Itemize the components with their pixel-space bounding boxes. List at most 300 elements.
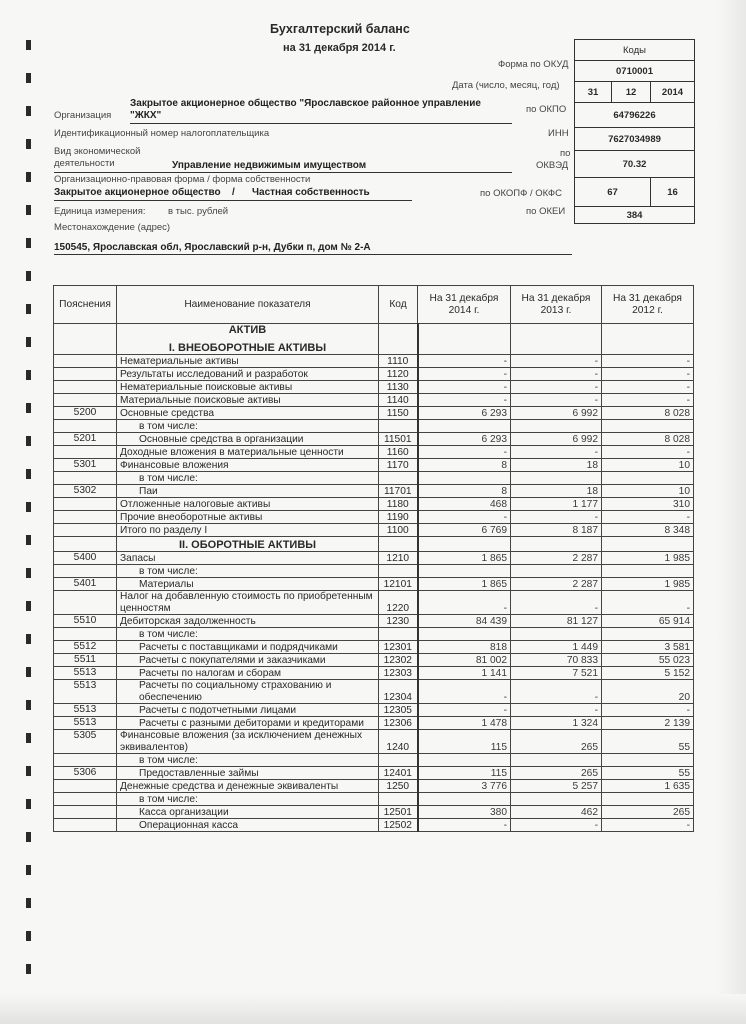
column-header-indicator: Наименование показателя (117, 286, 379, 324)
table-row (54, 793, 694, 806)
row-code: 1180 (379, 498, 418, 511)
binder-hole (26, 502, 31, 512)
row-value-2012: 265 (602, 806, 694, 819)
table-row (54, 591, 694, 615)
binder-hole (26, 238, 31, 248)
address-label: Местонахождение (адрес) (54, 222, 171, 233)
table-row (54, 767, 694, 780)
row-note (54, 511, 117, 524)
row-value-2014: 6 293 (418, 433, 511, 446)
okved-label-2: ОКВЭД (536, 160, 569, 171)
okei-label: по ОКЕИ (526, 206, 566, 217)
okud-value: 0710001 (575, 61, 695, 82)
row-indicator-name: Паи (117, 485, 379, 498)
page-bottom-shadow (0, 994, 746, 1024)
row-indicator-name: Операционная касса (117, 819, 379, 832)
row-value-2014: - (418, 819, 511, 832)
row-indicator-name: Налог на добавленную стоимость по приобретенным ценностям (117, 591, 379, 615)
row-note: 5513 (54, 717, 117, 730)
table-row (54, 641, 694, 654)
section-aktiv-title: АКТИВ (117, 324, 379, 339)
table-row (54, 394, 694, 407)
table-row (54, 433, 694, 446)
table-row (54, 628, 694, 641)
row-note (54, 446, 117, 459)
row-code: 1110 (379, 355, 418, 368)
unit-label: Единица измерения: (54, 206, 146, 217)
row-code: 12303 (379, 667, 418, 680)
row-code: 11701 (379, 485, 418, 498)
row-note (54, 806, 117, 819)
okopf-value: 67 (575, 178, 651, 207)
row-note (54, 565, 117, 578)
table-row (54, 381, 694, 394)
row-note: 5513 (54, 667, 117, 680)
binder-hole (26, 40, 31, 50)
balance-table (53, 285, 694, 832)
legal-form-value: Закрытое акционерное общество (54, 187, 221, 198)
org-label: Организация (54, 110, 112, 121)
row-value-2014: 6 769 (418, 524, 511, 537)
row-indicator-name: Основные средства в организации (117, 433, 379, 446)
row-indicator-name: Финансовые вложения (за исключением денежных эквивалентов) (117, 730, 379, 754)
row-note (54, 793, 117, 806)
row-value-2014: - (418, 704, 511, 717)
row-indicator-name: Расчеты с поставщиками и подрядчиками (117, 641, 379, 654)
row-note: 5306 (54, 767, 117, 780)
row-value-2012 (602, 472, 694, 485)
row-code: 1190 (379, 511, 418, 524)
inn-label: Идентификационный номер налогоплательщика (54, 128, 270, 139)
row-value-2013: - (511, 368, 602, 381)
binder-hole (26, 139, 31, 149)
section-row-cell (379, 537, 418, 552)
row-value-2013: 1 449 (511, 641, 602, 654)
row-value-2014: 81 002 (418, 654, 511, 667)
row-value-2012: 20 (602, 680, 694, 704)
table-row (54, 780, 694, 793)
row-code (379, 793, 418, 806)
row-indicator-name: Прочие внеоборотные активы (117, 511, 379, 524)
row-indicator-name: Отложенные налоговые активы (117, 498, 379, 511)
row-value-2014: 6 293 (418, 407, 511, 420)
row-value-2012: - (602, 819, 694, 832)
row-indicator-name: Расчеты по налогам и сборам (117, 667, 379, 680)
row-value-2012: 2 139 (602, 717, 694, 730)
row-indicator-name: в том числе: (117, 472, 379, 485)
row-value-2013: 265 (511, 767, 602, 780)
section-row-cell (418, 537, 511, 552)
document-date-line: на 31 декабря 2014 г. (283, 42, 396, 54)
row-note: 5512 (54, 641, 117, 654)
section-row-2 (54, 537, 694, 552)
section-1-title: I. ВНЕОБОРОТНЫЕ АКТИВЫ (117, 338, 379, 355)
row-indicator-name: в том числе: (117, 628, 379, 641)
row-code: 12401 (379, 767, 418, 780)
section-2-title: II. ОБОРОТНЫЕ АКТИВЫ (117, 537, 379, 552)
date-label: Дата (число, месяц, год) (452, 80, 560, 91)
row-value-2014: - (418, 368, 511, 381)
row-code (379, 754, 418, 767)
row-indicator-name: в том числе: (117, 420, 379, 433)
row-value-2012: - (602, 511, 694, 524)
row-note: 5510 (54, 615, 117, 628)
table-row (54, 667, 694, 680)
row-value-2014: - (418, 591, 511, 615)
row-value-2012 (602, 565, 694, 578)
row-code: 12302 (379, 654, 418, 667)
row-note (54, 355, 117, 368)
table-row (54, 730, 694, 754)
row-value-2012: - (602, 355, 694, 368)
activity-value: Управление недвижимым имуществом (172, 160, 367, 171)
row-value-2014: - (418, 394, 511, 407)
row-value-2014: 1 865 (418, 552, 511, 565)
table-row (54, 615, 694, 628)
row-code: 12305 (379, 704, 418, 717)
table-row (54, 819, 694, 832)
binder-hole (26, 898, 31, 908)
row-value-2014: 468 (418, 498, 511, 511)
ownership-value: Частная собственность (252, 187, 370, 198)
binder-hole (26, 799, 31, 809)
row-note: 5513 (54, 704, 117, 717)
row-value-2012: - (602, 381, 694, 394)
row-code: 1240 (379, 730, 418, 754)
row-value-2012: 10 (602, 485, 694, 498)
row-code: 1250 (379, 780, 418, 793)
binder-hole (26, 601, 31, 611)
row-code: 12306 (379, 717, 418, 730)
row-indicator-name: в том числе: (117, 793, 379, 806)
row-value-2012 (602, 793, 694, 806)
row-indicator-name: Нематериальные поисковые активы (117, 381, 379, 394)
row-value-2013: 1 177 (511, 498, 602, 511)
row-indicator-name: Финансовые вложения (117, 459, 379, 472)
binder-hole (26, 337, 31, 347)
row-value-2013: 6 992 (511, 407, 602, 420)
row-code (379, 472, 418, 485)
row-indicator-name: Касса организации (117, 806, 379, 819)
row-value-2012: 8 028 (602, 433, 694, 446)
row-value-2014: 1 141 (418, 667, 511, 680)
row-value-2012: - (602, 591, 694, 615)
column-header-notes: Пояснения (54, 286, 117, 324)
section-row-1 (54, 338, 694, 355)
row-value-2014 (418, 565, 511, 578)
okei-value: 384 (575, 207, 695, 224)
row-indicator-name: Результаты исследований и разработок (117, 368, 379, 381)
row-note (54, 472, 117, 485)
row-value-2014: - (418, 355, 511, 368)
okved-label-1: по (560, 148, 571, 159)
column-header-2012: На 31 декабря 2012 г. (602, 286, 694, 324)
row-note (54, 394, 117, 407)
row-value-2013: 265 (511, 730, 602, 754)
row-indicator-name: Расчеты с подотчетными лицами (117, 704, 379, 717)
row-value-2013: - (511, 704, 602, 717)
row-value-2014: 3 776 (418, 780, 511, 793)
row-note: 5301 (54, 459, 117, 472)
legal-form-label: Организационно-правовая форма / форма собственности (54, 174, 311, 185)
binder-hole (26, 106, 31, 116)
row-value-2012: 55 (602, 767, 694, 780)
row-value-2012: 5 152 (602, 667, 694, 680)
row-value-2012: - (602, 704, 694, 717)
row-value-2013: - (511, 446, 602, 459)
row-indicator-name: Запасы (117, 552, 379, 565)
binder-hole (26, 964, 31, 974)
row-value-2012: 310 (602, 498, 694, 511)
section-row-cell (602, 537, 694, 552)
row-value-2012: 8 348 (602, 524, 694, 537)
row-code: 12301 (379, 641, 418, 654)
row-note (54, 524, 117, 537)
binder-hole (26, 535, 31, 545)
row-value-2014 (418, 628, 511, 641)
table-row (54, 654, 694, 667)
row-note: 5401 (54, 578, 117, 591)
row-value-2012 (602, 628, 694, 641)
row-note: 5511 (54, 654, 117, 667)
row-note: 5305 (54, 730, 117, 754)
row-value-2014: 1 478 (418, 717, 511, 730)
binder-hole (26, 700, 31, 710)
row-note (54, 591, 117, 615)
row-indicator-name: Итого по разделу I (117, 524, 379, 537)
okpo-value: 64796226 (575, 103, 695, 128)
table-row (54, 407, 694, 420)
row-code: 1100 (379, 524, 418, 537)
row-value-2013: - (511, 680, 602, 704)
row-code: 12502 (379, 819, 418, 832)
binder-hole (26, 469, 31, 479)
row-indicator-name: Материальные поисковые активы (117, 394, 379, 407)
row-note: 5400 (54, 552, 117, 565)
row-code: 12101 (379, 578, 418, 591)
row-value-2013: 5 257 (511, 780, 602, 793)
row-value-2012: 8 028 (602, 407, 694, 420)
row-value-2013: 7 521 (511, 667, 602, 680)
row-value-2014 (418, 420, 511, 433)
section-row-aktiv (54, 324, 694, 339)
table-row (54, 511, 694, 524)
row-indicator-name: Расчеты с покупателями и заказчиками (117, 654, 379, 667)
binder-hole (26, 73, 31, 83)
row-value-2014: 380 (418, 806, 511, 819)
table-row (54, 355, 694, 368)
okved-value: 70.32 (575, 151, 695, 178)
column-header-2013: На 31 декабря 2013 г. (511, 286, 602, 324)
inn-value: 7627034989 (575, 128, 695, 151)
row-value-2013: - (511, 511, 602, 524)
binder-hole (26, 667, 31, 677)
row-code: 12304 (379, 680, 418, 704)
table-row (54, 717, 694, 730)
row-value-2013 (511, 628, 602, 641)
org-name-line-1: Закрытое акционерное общество "Ярославское районное управление (130, 98, 481, 109)
table-row (54, 754, 694, 767)
row-value-2012: 55 023 (602, 654, 694, 667)
row-value-2014: 8 (418, 485, 511, 498)
row-value-2014: - (418, 446, 511, 459)
okud-label: Форма по ОКУД (498, 59, 569, 70)
row-note: 5201 (54, 433, 117, 446)
row-value-2014: - (418, 381, 511, 394)
row-indicator-name: Доходные вложения в материальные ценности (117, 446, 379, 459)
table-row (54, 446, 694, 459)
row-value-2013: - (511, 381, 602, 394)
column-header-2014: На 31 декабря 2014 г. (418, 286, 511, 324)
section-row-cell (511, 537, 602, 552)
binder-hole (26, 832, 31, 842)
row-code: 1210 (379, 552, 418, 565)
row-note: 5513 (54, 680, 117, 704)
binder-hole (26, 271, 31, 281)
table-row (54, 498, 694, 511)
table-row (54, 806, 694, 819)
table-row (54, 420, 694, 433)
row-note (54, 498, 117, 511)
binder-hole (26, 436, 31, 446)
table-row (54, 485, 694, 498)
row-value-2013: 6 992 (511, 433, 602, 446)
row-value-2012: - (602, 394, 694, 407)
row-value-2013 (511, 420, 602, 433)
table-row (54, 472, 694, 485)
row-value-2013: 8 187 (511, 524, 602, 537)
row-code: 1150 (379, 407, 418, 420)
row-value-2012 (602, 754, 694, 767)
address-value: 150545, Ярославская обл, Ярославский р-н, Дубки п, дом № 2-А (54, 242, 371, 253)
row-value-2012: 1 985 (602, 552, 694, 565)
table-row (54, 565, 694, 578)
row-value-2014 (418, 754, 511, 767)
row-value-2013: - (511, 819, 602, 832)
okfs-value: 16 (651, 178, 695, 207)
row-value-2013: 18 (511, 459, 602, 472)
row-value-2012: 65 914 (602, 615, 694, 628)
row-code (379, 628, 418, 641)
binder-hole (26, 766, 31, 776)
row-indicator-name: Денежные средства и денежные эквиваленты (117, 780, 379, 793)
row-value-2013: 18 (511, 485, 602, 498)
row-value-2013 (511, 754, 602, 767)
row-indicator-name: Предоставленные займы (117, 767, 379, 780)
document-title: Бухгалтерский баланс (270, 22, 410, 36)
org-name-line-2: "ЖКХ" (130, 110, 162, 121)
row-note (54, 754, 117, 767)
row-value-2012: 10 (602, 459, 694, 472)
row-note (54, 381, 117, 394)
row-value-2014 (418, 793, 511, 806)
row-value-2014: - (418, 680, 511, 704)
row-note (54, 420, 117, 433)
row-indicator-name: Нематериальные активы (117, 355, 379, 368)
binder-edge (0, 0, 36, 1024)
row-value-2013: 2 287 (511, 552, 602, 565)
section-row-cell (54, 537, 117, 552)
row-value-2013: 81 127 (511, 615, 602, 628)
row-indicator-name: Расчеты по социальному страхованию и обеспечению (117, 680, 379, 704)
okpo-label: по ОКПО (526, 104, 567, 115)
row-value-2014: 818 (418, 641, 511, 654)
row-code: 1130 (379, 381, 418, 394)
row-note (54, 628, 117, 641)
codes-table (574, 39, 695, 224)
table-row (54, 704, 694, 717)
row-value-2013: - (511, 355, 602, 368)
row-code: 1120 (379, 368, 418, 381)
row-value-2012: 1 985 (602, 578, 694, 591)
binder-hole (26, 370, 31, 380)
row-indicator-name: Основные средства (117, 407, 379, 420)
row-value-2014: 115 (418, 730, 511, 754)
page-edge-shadow (716, 0, 746, 1024)
row-value-2013 (511, 793, 602, 806)
row-value-2012 (602, 420, 694, 433)
date-month: 12 (612, 82, 651, 103)
row-code: 1230 (379, 615, 418, 628)
row-value-2013: - (511, 394, 602, 407)
row-value-2013 (511, 472, 602, 485)
row-note (54, 368, 117, 381)
date-year: 2014 (651, 82, 695, 103)
row-code: 1140 (379, 394, 418, 407)
row-note (54, 819, 117, 832)
activity-label-1: Вид экономической (54, 146, 141, 157)
table-row (54, 459, 694, 472)
row-value-2012: - (602, 446, 694, 459)
row-value-2014: 1 865 (418, 578, 511, 591)
codes-heading: Коды (575, 40, 695, 61)
okopf-label: по ОКОПФ / ОКФС (480, 188, 562, 199)
table-row (54, 368, 694, 381)
column-header-code: Код (379, 286, 418, 324)
row-value-2014: - (418, 511, 511, 524)
row-value-2014 (418, 472, 511, 485)
row-code: 12501 (379, 806, 418, 819)
binder-hole (26, 205, 31, 215)
row-indicator-name: Расчеты с разными дебиторами и кредиторами (117, 717, 379, 730)
row-value-2014: 115 (418, 767, 511, 780)
inn-code-label: ИНН (548, 128, 569, 139)
row-code: 1160 (379, 446, 418, 459)
row-code: 1220 (379, 591, 418, 615)
row-code: 1170 (379, 459, 418, 472)
row-value-2014: 84 439 (418, 615, 511, 628)
row-indicator-name: Материалы (117, 578, 379, 591)
table-row (54, 552, 694, 565)
binder-hole (26, 403, 31, 413)
row-note (54, 780, 117, 793)
row-indicator-name: в том числе: (117, 754, 379, 767)
binder-hole (26, 634, 31, 644)
binder-hole (26, 865, 31, 875)
table-row (54, 524, 694, 537)
row-value-2013: 462 (511, 806, 602, 819)
binder-hole (26, 733, 31, 743)
row-value-2013 (511, 565, 602, 578)
row-indicator-name: в том числе: (117, 565, 379, 578)
binder-hole (26, 304, 31, 314)
table-row (54, 680, 694, 704)
row-value-2014: 8 (418, 459, 511, 472)
table-row (54, 578, 694, 591)
row-code: 11501 (379, 433, 418, 446)
table-header-row (54, 286, 694, 324)
row-value-2013: 1 324 (511, 717, 602, 730)
